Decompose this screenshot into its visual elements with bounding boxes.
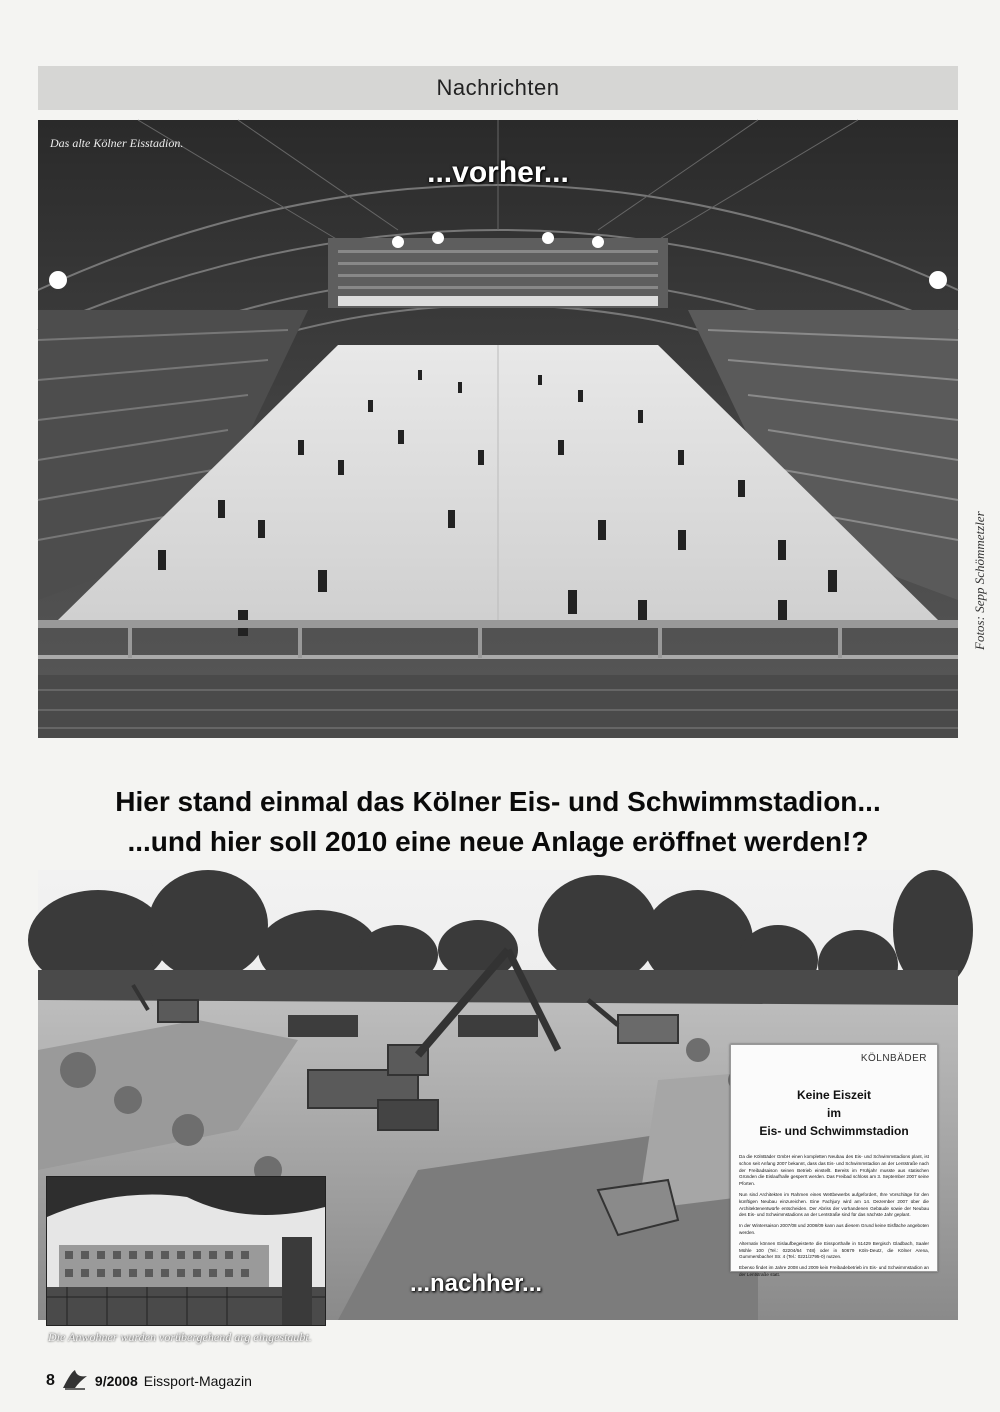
headline <box>38 782 958 862</box>
headline-line-2: ...und hier soll 2010 eine neue Anlage eröffnet werden!? <box>127 826 869 857</box>
page-footer <box>46 1368 252 1393</box>
notice-paragraph: Ebenso findet im Jahre 2008 und 2009 kein Freibadebetrieb im Eis- und Schwimmstadion an der Lentstraße statt. <box>739 1265 929 1277</box>
notice-title-line-1: Keine Eiszeit <box>796 1088 872 1102</box>
notice-paragraph: Alternativ können Eislaufbegeisterte die Eissporthalle in 51429 Bergisch Gladbach, Saaler Mühle 100 (Tel.: 02204/64 748) oder in 50679 Köln-Deutz, die Kölner Arena, Gummersbacher Str. 4 (Tel.: 0221/2795-0) nutzen. <box>739 1240 929 1260</box>
notice-brand: KÖLNBÄDER <box>860 1053 927 1064</box>
top-photo-caption: Das alte Kölner Eisstadion. <box>50 136 184 150</box>
page-number: 8 <box>46 1371 55 1389</box>
headline-line-1: Hier stand einmal das Kölner Eis- und Schwimmstadion... <box>115 786 881 817</box>
issue-number: 9/2008 <box>94 1372 138 1389</box>
notice-paragraph: In der Wintersaison 2007/08 und 2008/09 kann aus diesem Grund keine Eisfläche angeboten werden. <box>739 1223 929 1235</box>
notice-paragraph: Nun sind Architekten im Rahmen eines Wettbewerbs aufgefordert, Ihre Vorschläge für den künftigen Neubau einzureichen. Eine Fachjury wird am 14. Dezember 2007 über die Architektenentwürfe entscheiden. Der Abriss der vorhandenen Gebäude sowie der Neubau des Eis- und Schwimmstadions an der Lentstraße sind für das nächste Jahr geplant. <box>739 1191 929 1218</box>
magazine-logo-icon <box>61 1368 89 1393</box>
section-title: Nachrichten <box>436 75 560 100</box>
stadium-illustration <box>38 120 958 738</box>
vorher-overlay-text: ...vorher... <box>427 156 569 189</box>
koelnbaeder-notice <box>730 1044 938 1277</box>
inset-caption: Die Anwohner wurden vorübergehend arg eingestaubt. <box>48 1330 312 1344</box>
notice-title <box>731 1086 937 1140</box>
inset-illustration <box>47 1177 325 1325</box>
photo-credit: Fotos: Sepp Schömmetzler <box>972 511 987 650</box>
notice-title-line-3: Eis- und Schwimmstadion <box>759 1124 909 1138</box>
inset-photo <box>46 1176 326 1326</box>
old-stadium-photo <box>38 120 958 738</box>
nachher-overlay-text: ...nachher... <box>410 1270 543 1297</box>
notice-body <box>731 1140 937 1279</box>
section-header <box>38 66 958 110</box>
notice-paragraph: Da die KölnBäder GmbH einen kompletten Neubau des Eis- und Schwimmstadions plant, ist schon seit Anfang 2007 bekannt, dass das Eis- und Schwimmstadion an der Lentstraße nach der Freibadsaison seinen Betrieb einstellt. Bereits im Frühjahr musste aus statischen Gründen die Eislaufhalle gesperrt werden. Das Freibad schloss am 3. September 2007 seine Pforten. <box>739 1154 929 1187</box>
notice-title-line-2: im <box>826 1106 841 1120</box>
magazine-name: Eissport-Magazin <box>143 1372 252 1389</box>
